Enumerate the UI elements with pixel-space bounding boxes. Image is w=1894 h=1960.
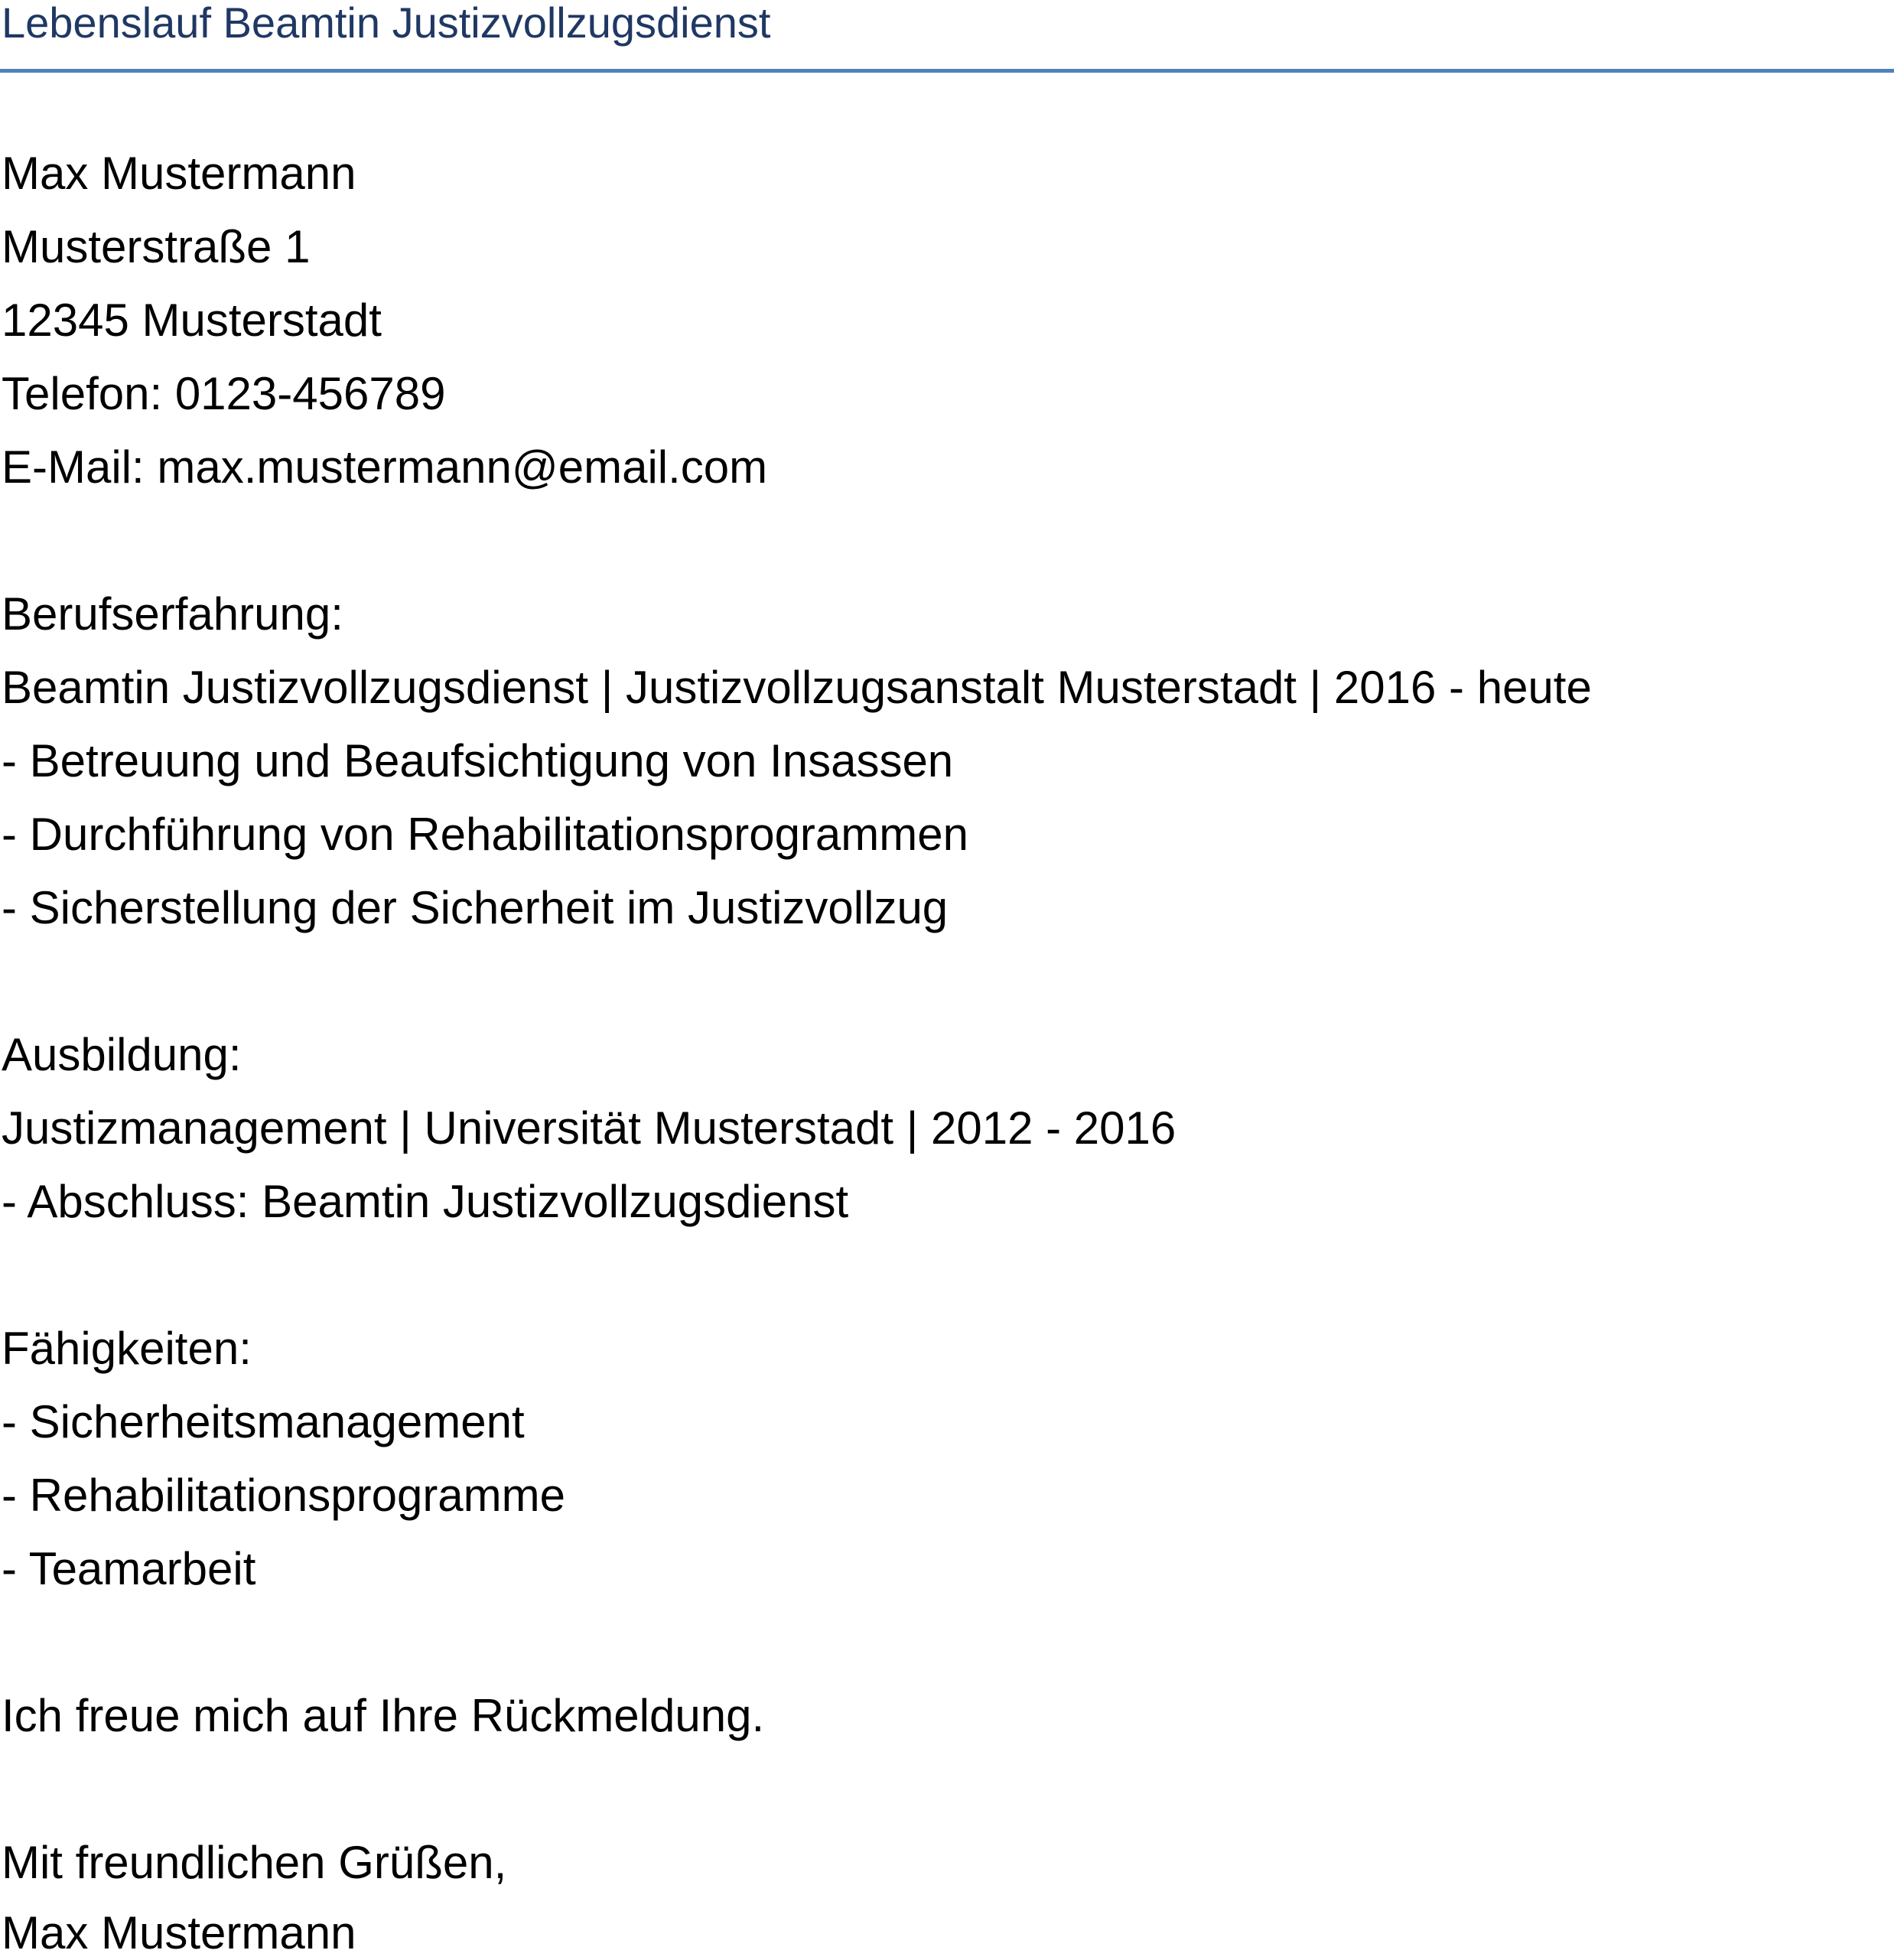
experience-bullet: - Durchführung von Rehabilitationsprogrammen	[2, 809, 968, 860]
skills-heading: Fähigkeiten:	[2, 1323, 252, 1374]
signature-name: Max Mustermann	[2, 1907, 356, 1958]
experience-heading: Berufserfahrung:	[2, 588, 343, 640]
experience-position: Beamtin Justizvollzugsdienst | Justizvollzugsanstalt Musterstadt | 2016 - heute	[2, 662, 1592, 713]
contact-city: 12345 Musterstadt	[2, 295, 382, 346]
closing-sentence: Ich freue mich auf Ihre Rückmeldung.	[2, 1690, 765, 1741]
document-title: Lebenslauf Beamtin Justizvollzugsdienst	[2, 0, 771, 47]
skills-bullet: - Rehabilitationsprogramme	[2, 1470, 565, 1521]
salutation: Mit freundlichen Grüßen,	[2, 1837, 507, 1888]
education-bullet: - Abschluss: Beamtin Justizvollzugsdienst	[2, 1176, 849, 1227]
experience-bullet: - Sicherstellung der Sicherheit im Justizvollzug	[2, 882, 949, 933]
contact-street: Musterstraße 1	[2, 221, 311, 272]
skills-bullet: - Teamarbeit	[2, 1543, 256, 1594]
title-divider	[0, 69, 1894, 73]
contact-email: E-Mail: max.mustermann@email.com	[2, 441, 768, 493]
skills-bullet: - Sicherheitsmanagement	[2, 1396, 525, 1447]
contact-phone: Telefon: 0123-456789	[2, 368, 446, 419]
contact-name: Max Mustermann	[2, 148, 356, 199]
education-entry: Justizmanagement | Universität Musterstadt | 2012 - 2016	[2, 1102, 1176, 1154]
education-heading: Ausbildung:	[2, 1029, 242, 1080]
experience-bullet: - Betreuung und Beaufsichtigung von Insassen	[2, 735, 954, 786]
